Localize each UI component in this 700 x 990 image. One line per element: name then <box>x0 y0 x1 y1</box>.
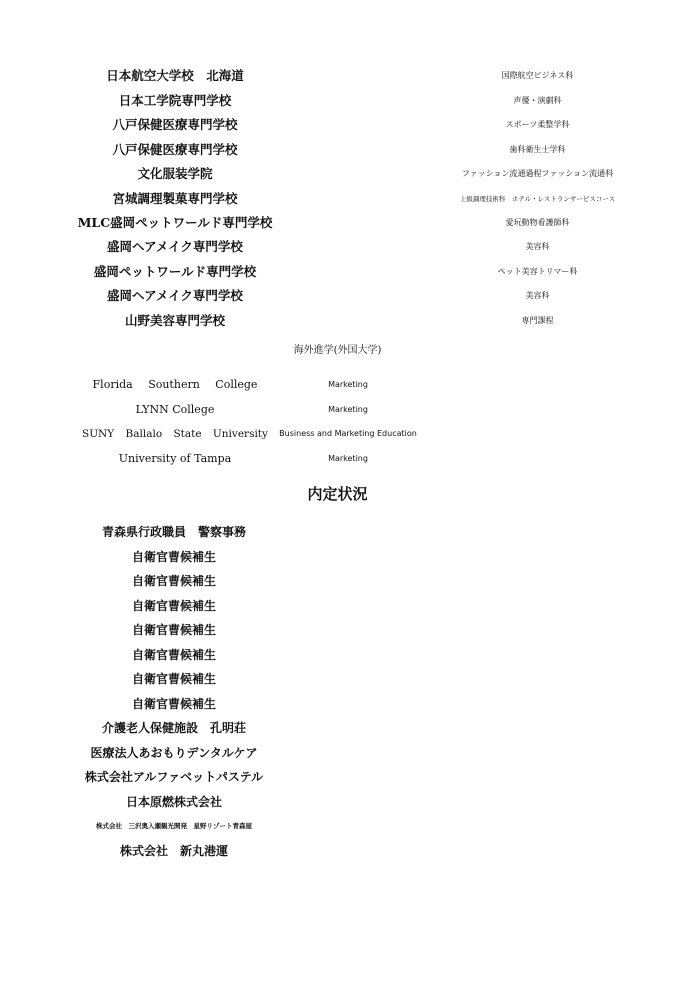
school-row <box>0 309 700 333</box>
course-name: 声優・演劇科 <box>513 96 562 105</box>
school-name: 山野美容専門学校 <box>124 313 225 328</box>
school-row <box>0 284 700 308</box>
school-row <box>0 187 700 211</box>
major-name: Marketing <box>328 454 368 463</box>
overseas-row <box>0 422 700 446</box>
employer-item: 自衛官曹候補生 <box>131 672 216 686</box>
school-row <box>0 113 700 137</box>
school-name: 盛岡ヘアメイク専門学校 <box>107 288 243 303</box>
course-name: 国際航空ビジネス科 <box>501 71 574 80</box>
school-row <box>0 211 700 235</box>
course-name: 専門課程 <box>521 316 554 325</box>
employer-item: 青森県行政職員 警察事務 <box>101 525 246 539</box>
university-name: SUNY Ballalo State University <box>82 428 268 440</box>
course-name: 美容科 <box>525 242 550 251</box>
employer-item: 介護老人保健施設 孔明荘 <box>101 721 246 735</box>
course-name: ファッション流通過程ファッション流通科 <box>461 169 614 178</box>
employer-item: 医療法人あおもりデンタルケア <box>90 746 258 760</box>
school-row <box>0 138 700 162</box>
school-row <box>0 235 700 259</box>
school-name: MLC盛岡ペットワールド専門学校 <box>77 215 273 230</box>
employment-title: 内定状況 <box>307 485 368 503</box>
major-name: Marketing <box>328 405 368 414</box>
major-name: Business and Marketing Education <box>279 429 417 438</box>
course-name: 愛玩動物看護師科 <box>505 218 570 227</box>
school-name: 八戸保健医療専門学校 <box>112 117 238 132</box>
university-name: Florida Southern College <box>92 378 258 391</box>
school-row <box>0 64 700 88</box>
overseas-row <box>0 398 700 422</box>
school-name: 盛岡ペットワールド専門学校 <box>93 264 257 279</box>
school-name: 日本工学院専門学校 <box>118 93 232 108</box>
employer-item: 自衛官曹候補生 <box>131 648 216 662</box>
course-name: 上級調理技術科 ホテル・レストランサービスコース <box>459 195 616 203</box>
school-name: 盛岡ヘアメイク専門学校 <box>107 239 243 254</box>
school-name: 八戸保健医療専門学校 <box>112 142 238 157</box>
school-name: 宮城調理製菓専門学校 <box>112 191 238 206</box>
employer-item: 日本原燃株式会社 <box>125 795 222 809</box>
school-name: 日本航空大学校 北海道 <box>106 68 244 83</box>
course-name: 美容科 <box>525 291 550 300</box>
overseas-row <box>0 447 700 471</box>
course-name: ペット美容トリマー科 <box>497 267 578 276</box>
school-name: 文化服装学院 <box>137 166 213 181</box>
major-name: Marketing <box>328 380 368 389</box>
employer-item: 自衛官曹候補生 <box>131 623 216 637</box>
employer-item: 株式会社アルファベットパステル <box>84 770 264 784</box>
university-name: University of Tampa <box>118 452 232 465</box>
employer-item: 株式会社 三沢奥入瀬観光開発 星野リゾート青森屋 <box>96 822 252 830</box>
employer-item: 自衛官曹候補生 <box>131 697 216 711</box>
university-name: LYNN College <box>135 403 215 416</box>
overseas-heading: 海外進学(外国大学) <box>293 345 382 356</box>
course-name: 歯科衛生士学科 <box>509 145 566 154</box>
school-row <box>0 162 700 186</box>
school-row <box>0 260 700 284</box>
course-name: スポーツ柔整学科 <box>505 120 570 129</box>
employer-item: 自衛官曹候補生 <box>131 599 216 613</box>
employer-item: 自衛官曹候補生 <box>131 550 216 564</box>
employer-item: 自衛官曹候補生 <box>131 574 216 588</box>
school-row <box>0 89 700 113</box>
overseas-row <box>0 373 700 397</box>
employer-item: 株式会社 新丸港運 <box>119 844 228 858</box>
